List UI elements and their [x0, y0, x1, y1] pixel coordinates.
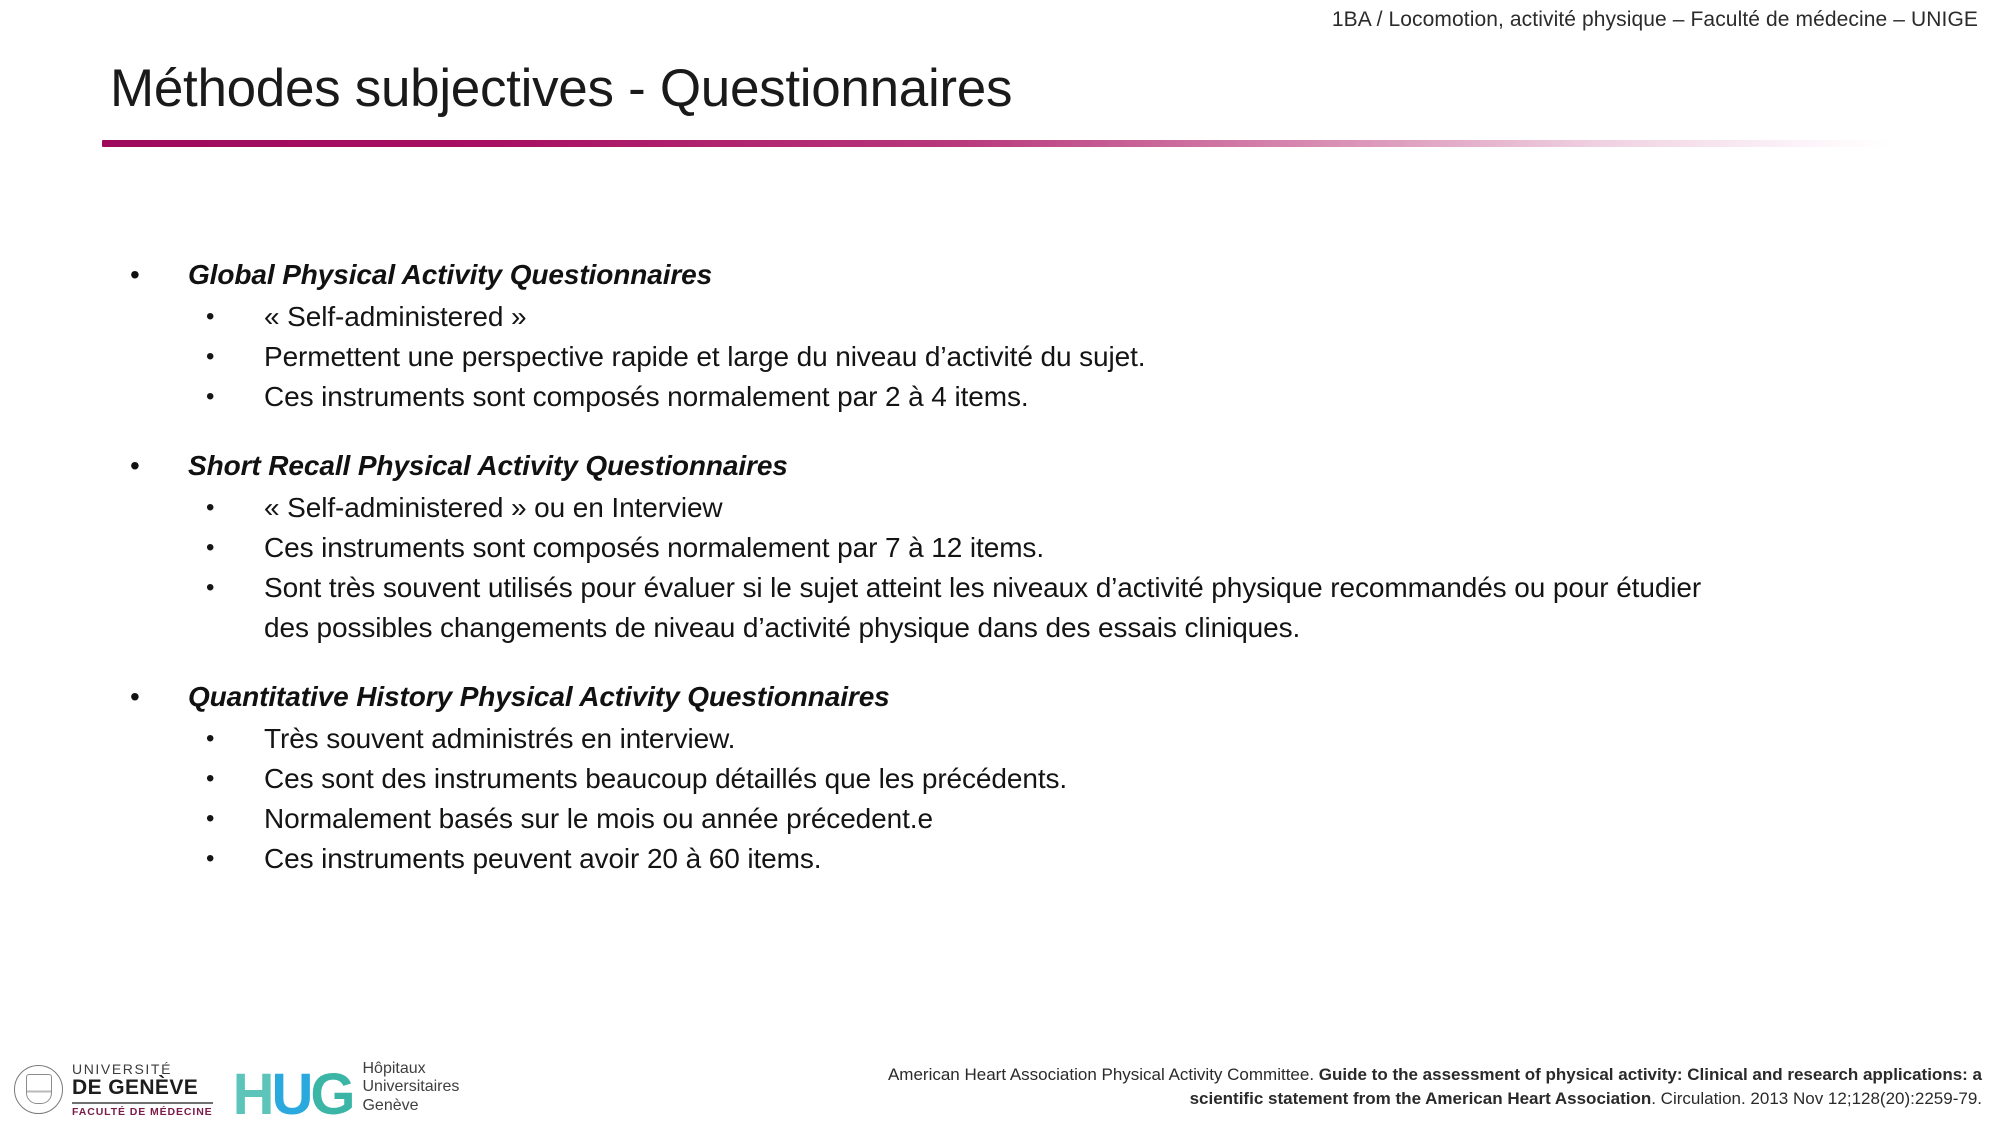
- bullet-group: [130, 677, 1960, 879]
- bullet-dot-icon: •: [206, 383, 215, 410]
- bullet-level2-label: Ces instruments sont composés normalement par 2 à 4 items.: [264, 381, 1029, 412]
- bullet-level2: [130, 377, 1960, 417]
- bullet-dot-icon: •: [130, 259, 140, 290]
- unige-wordmark: [72, 1062, 213, 1117]
- hug-letter-u: U: [271, 1061, 311, 1125]
- bullet-dot-icon: •: [206, 534, 215, 561]
- hug-line2: Universitaires: [362, 1078, 460, 1096]
- source-citation: [882, 1063, 1982, 1111]
- bullet-level2-label: Permettent une perspective rapide et large du niveau d’activité du sujet.: [264, 341, 1146, 372]
- bullet-level2: [130, 839, 1960, 879]
- bullet-dot-icon: •: [130, 681, 140, 712]
- bullet-level2-label: Sont très souvent utilisés pour évaluer si le sujet atteint les niveaux d’activité physique recommandés ou pour étudier: [264, 572, 1702, 603]
- bullet-dot-icon: •: [206, 574, 215, 601]
- bullet-level2: [130, 528, 1960, 568]
- bullet-dot-icon: •: [130, 450, 140, 481]
- slide-header-course-line: 1BA / Locomotion, activité physique – Faculté de médecine – UNIGE: [1331, 8, 1978, 31]
- bullet-level2-label: Ces instruments peuvent avoir 20 à 60 items.: [264, 843, 822, 874]
- bullet-level2-label: « Self-administered »: [264, 301, 527, 332]
- unige-line3: FACULTÉ DE MÉDECINE: [72, 1105, 213, 1118]
- bullet-level1-label: Global Physical Activity Questionnaires: [188, 259, 713, 290]
- bullet-dot-icon: •: [206, 303, 215, 330]
- hug-letter-h: H: [232, 1061, 272, 1125]
- bullet-group: [130, 255, 1960, 417]
- bullet-level2: [130, 719, 1960, 759]
- bullet-level1: [130, 255, 1960, 295]
- hug-wordmark-text: [362, 1060, 459, 1117]
- bullet-level2-label: Très souvent administrés en interview.: [264, 723, 736, 754]
- bullet-level2-label: Ces instruments sont composés normalement par 7 à 12 items.: [264, 532, 1045, 563]
- hug-wordmark-icon: [232, 1061, 353, 1125]
- bullet-level1: [130, 446, 1960, 486]
- unige-logo: [14, 1062, 213, 1117]
- bullet-dot-icon: •: [206, 805, 215, 832]
- bullet-level1: [130, 677, 1960, 717]
- hug-letter-g: G: [310, 1061, 353, 1125]
- unige-seal-icon: [14, 1065, 63, 1114]
- bullet-content: [130, 255, 1960, 879]
- bullet-level2-label: « Self-administered » ou en Interview: [264, 492, 723, 523]
- bullet-level1-label: Short Recall Physical Activity Questionnaires: [188, 450, 788, 481]
- hug-line1: Hôpitaux: [362, 1059, 426, 1077]
- citation-bold-title: Guide to the assessment of physical activity: Clinical and research applications: a scientific statement from the American Heart Association: [1189, 1064, 1982, 1108]
- bullet-dot-icon: •: [206, 725, 215, 752]
- unige-divider: [72, 1102, 213, 1104]
- title-accent-rule: [102, 140, 1892, 147]
- bullet-level2: [130, 297, 1960, 337]
- bullet-level2: [130, 488, 1960, 528]
- bullet-group: [130, 446, 1960, 648]
- bullet-level2: [130, 759, 1960, 799]
- bullet-dot-icon: •: [206, 765, 215, 792]
- bullet-level2: [130, 799, 1960, 839]
- bullet-level1-label: Quantitative History Physical Activity Questionnaires: [188, 681, 890, 712]
- citation-plain-before: American Heart Association Physical Activity Committee.: [887, 1064, 1319, 1084]
- unige-line1: UNIVERSITÉ: [72, 1060, 173, 1077]
- page-title: Méthodes subjectives - Questionnaires: [110, 59, 1013, 118]
- unige-line2: DE GENÈVE: [72, 1075, 199, 1099]
- bullet-dot-icon: •: [206, 343, 215, 370]
- bullet-dot-icon: •: [206, 494, 215, 521]
- bullet-level2-label: Normalement basés sur le mois ou année précedent.e: [264, 803, 933, 834]
- bullet-level2: [130, 337, 1960, 377]
- bullet-dot-icon: •: [206, 845, 215, 872]
- footer-logo-group: [14, 1059, 460, 1125]
- bullet-level2-label: Ces sont des instruments beaucoup détaillés que les précédents.: [264, 763, 1068, 794]
- bullet-level2-label-wrap: des possibles changements de niveau d’activité physique dans des essais cliniques.: [264, 612, 1301, 643]
- hug-logo: [232, 1059, 460, 1125]
- hug-line3: Genève: [362, 1096, 419, 1114]
- bullet-level2: [130, 568, 1960, 648]
- citation-plain-after: . Circulation. 2013 Nov 12;128(20):2259-79.: [1651, 1088, 1982, 1108]
